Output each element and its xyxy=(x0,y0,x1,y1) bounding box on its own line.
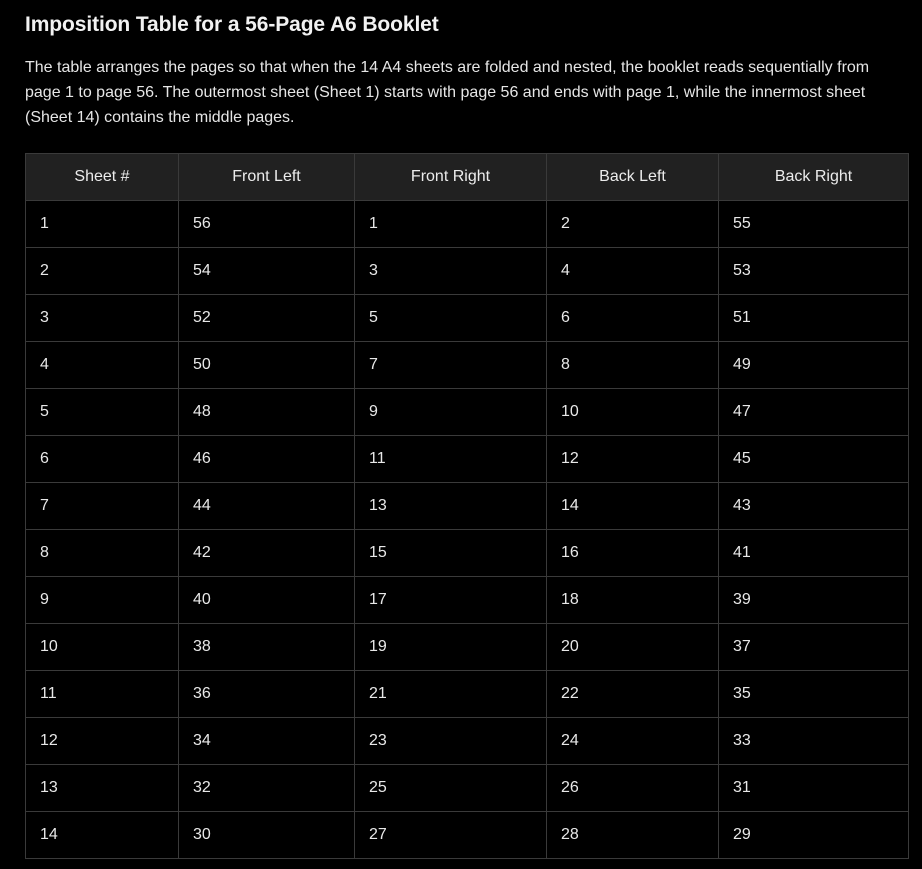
cell-front-left: 34 xyxy=(179,718,355,765)
table-row xyxy=(26,342,909,389)
cell-front-left: 56 xyxy=(179,201,355,248)
cell-front-right: 13 xyxy=(355,483,547,530)
cell-sheet: 4 xyxy=(26,342,179,389)
cell-front-left: 40 xyxy=(179,577,355,624)
table-row xyxy=(26,436,909,483)
cell-back-right: 37 xyxy=(719,624,909,671)
cell-back-left: 14 xyxy=(547,483,719,530)
cell-back-left: 18 xyxy=(547,577,719,624)
page-title: Imposition Table for a 56-Page A6 Booklet xyxy=(25,13,439,36)
cell-sheet: 6 xyxy=(26,436,179,483)
cell-sheet: 11 xyxy=(26,671,179,718)
column-header-sheet: Sheet # xyxy=(26,154,179,201)
cell-front-left: 38 xyxy=(179,624,355,671)
table-row xyxy=(26,389,909,436)
cell-back-left: 28 xyxy=(547,812,719,859)
cell-front-left: 50 xyxy=(179,342,355,389)
cell-front-right: 3 xyxy=(355,248,547,295)
cell-front-right: 23 xyxy=(355,718,547,765)
cell-back-left: 2 xyxy=(547,201,719,248)
cell-front-right: 5 xyxy=(355,295,547,342)
cell-front-left: 54 xyxy=(179,248,355,295)
cell-front-right: 17 xyxy=(355,577,547,624)
cell-front-right: 27 xyxy=(355,812,547,859)
cell-sheet: 1 xyxy=(26,201,179,248)
cell-front-right: 25 xyxy=(355,765,547,812)
cell-sheet: 2 xyxy=(26,248,179,295)
cell-sheet: 10 xyxy=(26,624,179,671)
table-row xyxy=(26,530,909,577)
table-row xyxy=(26,624,909,671)
column-header-back-left: Back Left xyxy=(547,154,719,201)
cell-back-left: 10 xyxy=(547,389,719,436)
cell-front-right: 19 xyxy=(355,624,547,671)
table-header xyxy=(26,154,909,201)
cell-back-right: 41 xyxy=(719,530,909,577)
table-row xyxy=(26,577,909,624)
cell-back-left: 22 xyxy=(547,671,719,718)
cell-front-left: 36 xyxy=(179,671,355,718)
cell-back-right: 47 xyxy=(719,389,909,436)
cell-back-right: 29 xyxy=(719,812,909,859)
cell-sheet: 8 xyxy=(26,530,179,577)
cell-front-left: 44 xyxy=(179,483,355,530)
cell-back-right: 51 xyxy=(719,295,909,342)
cell-back-right: 39 xyxy=(719,577,909,624)
cell-front-right: 9 xyxy=(355,389,547,436)
cell-back-left: 8 xyxy=(547,342,719,389)
cell-sheet: 7 xyxy=(26,483,179,530)
intro-paragraph: The table arranges the pages so that when the 14 A4 sheets are folded and nested, the booklet reads sequentially from page 1 to page 56. The outermost sheet (Sheet 1) starts with page 56 and ends with page 1, while the innermost sheet (Sheet 14) contains the middle pages. xyxy=(25,59,870,126)
cell-front-left: 30 xyxy=(179,812,355,859)
cell-back-right: 45 xyxy=(719,436,909,483)
header-row xyxy=(26,154,909,201)
table-row xyxy=(26,718,909,765)
cell-back-right: 53 xyxy=(719,248,909,295)
cell-back-left: 4 xyxy=(547,248,719,295)
table-row xyxy=(26,671,909,718)
cell-sheet: 13 xyxy=(26,765,179,812)
cell-back-right: 43 xyxy=(719,483,909,530)
table-row xyxy=(26,812,909,859)
cell-back-left: 26 xyxy=(547,765,719,812)
table-row xyxy=(26,765,909,812)
cell-front-left: 48 xyxy=(179,389,355,436)
cell-back-left: 16 xyxy=(547,530,719,577)
cell-back-right: 31 xyxy=(719,765,909,812)
cell-back-right: 33 xyxy=(719,718,909,765)
table-row xyxy=(26,483,909,530)
table-body xyxy=(26,201,909,859)
cell-front-right: 1 xyxy=(355,201,547,248)
cell-sheet: 5 xyxy=(26,389,179,436)
cell-sheet: 12 xyxy=(26,718,179,765)
cell-back-left: 24 xyxy=(547,718,719,765)
column-header-back-right: Back Right xyxy=(719,154,909,201)
table-row xyxy=(26,201,909,248)
cell-back-left: 12 xyxy=(547,436,719,483)
table-row xyxy=(26,248,909,295)
cell-back-right: 55 xyxy=(719,201,909,248)
cell-front-right: 7 xyxy=(355,342,547,389)
cell-front-right: 21 xyxy=(355,671,547,718)
cell-front-left: 46 xyxy=(179,436,355,483)
cell-back-right: 49 xyxy=(719,342,909,389)
cell-sheet: 14 xyxy=(26,812,179,859)
cell-sheet: 9 xyxy=(26,577,179,624)
cell-front-left: 52 xyxy=(179,295,355,342)
cell-front-right: 15 xyxy=(355,530,547,577)
table-row xyxy=(26,295,909,342)
cell-sheet: 3 xyxy=(26,295,179,342)
cell-front-left: 42 xyxy=(179,530,355,577)
imposition-table xyxy=(25,153,909,859)
column-header-front-left: Front Left xyxy=(179,154,355,201)
cell-back-right: 35 xyxy=(719,671,909,718)
column-header-front-right: Front Right xyxy=(355,154,547,201)
cell-back-left: 6 xyxy=(547,295,719,342)
cell-front-right: 11 xyxy=(355,436,547,483)
cell-front-left: 32 xyxy=(179,765,355,812)
cell-back-left: 20 xyxy=(547,624,719,671)
